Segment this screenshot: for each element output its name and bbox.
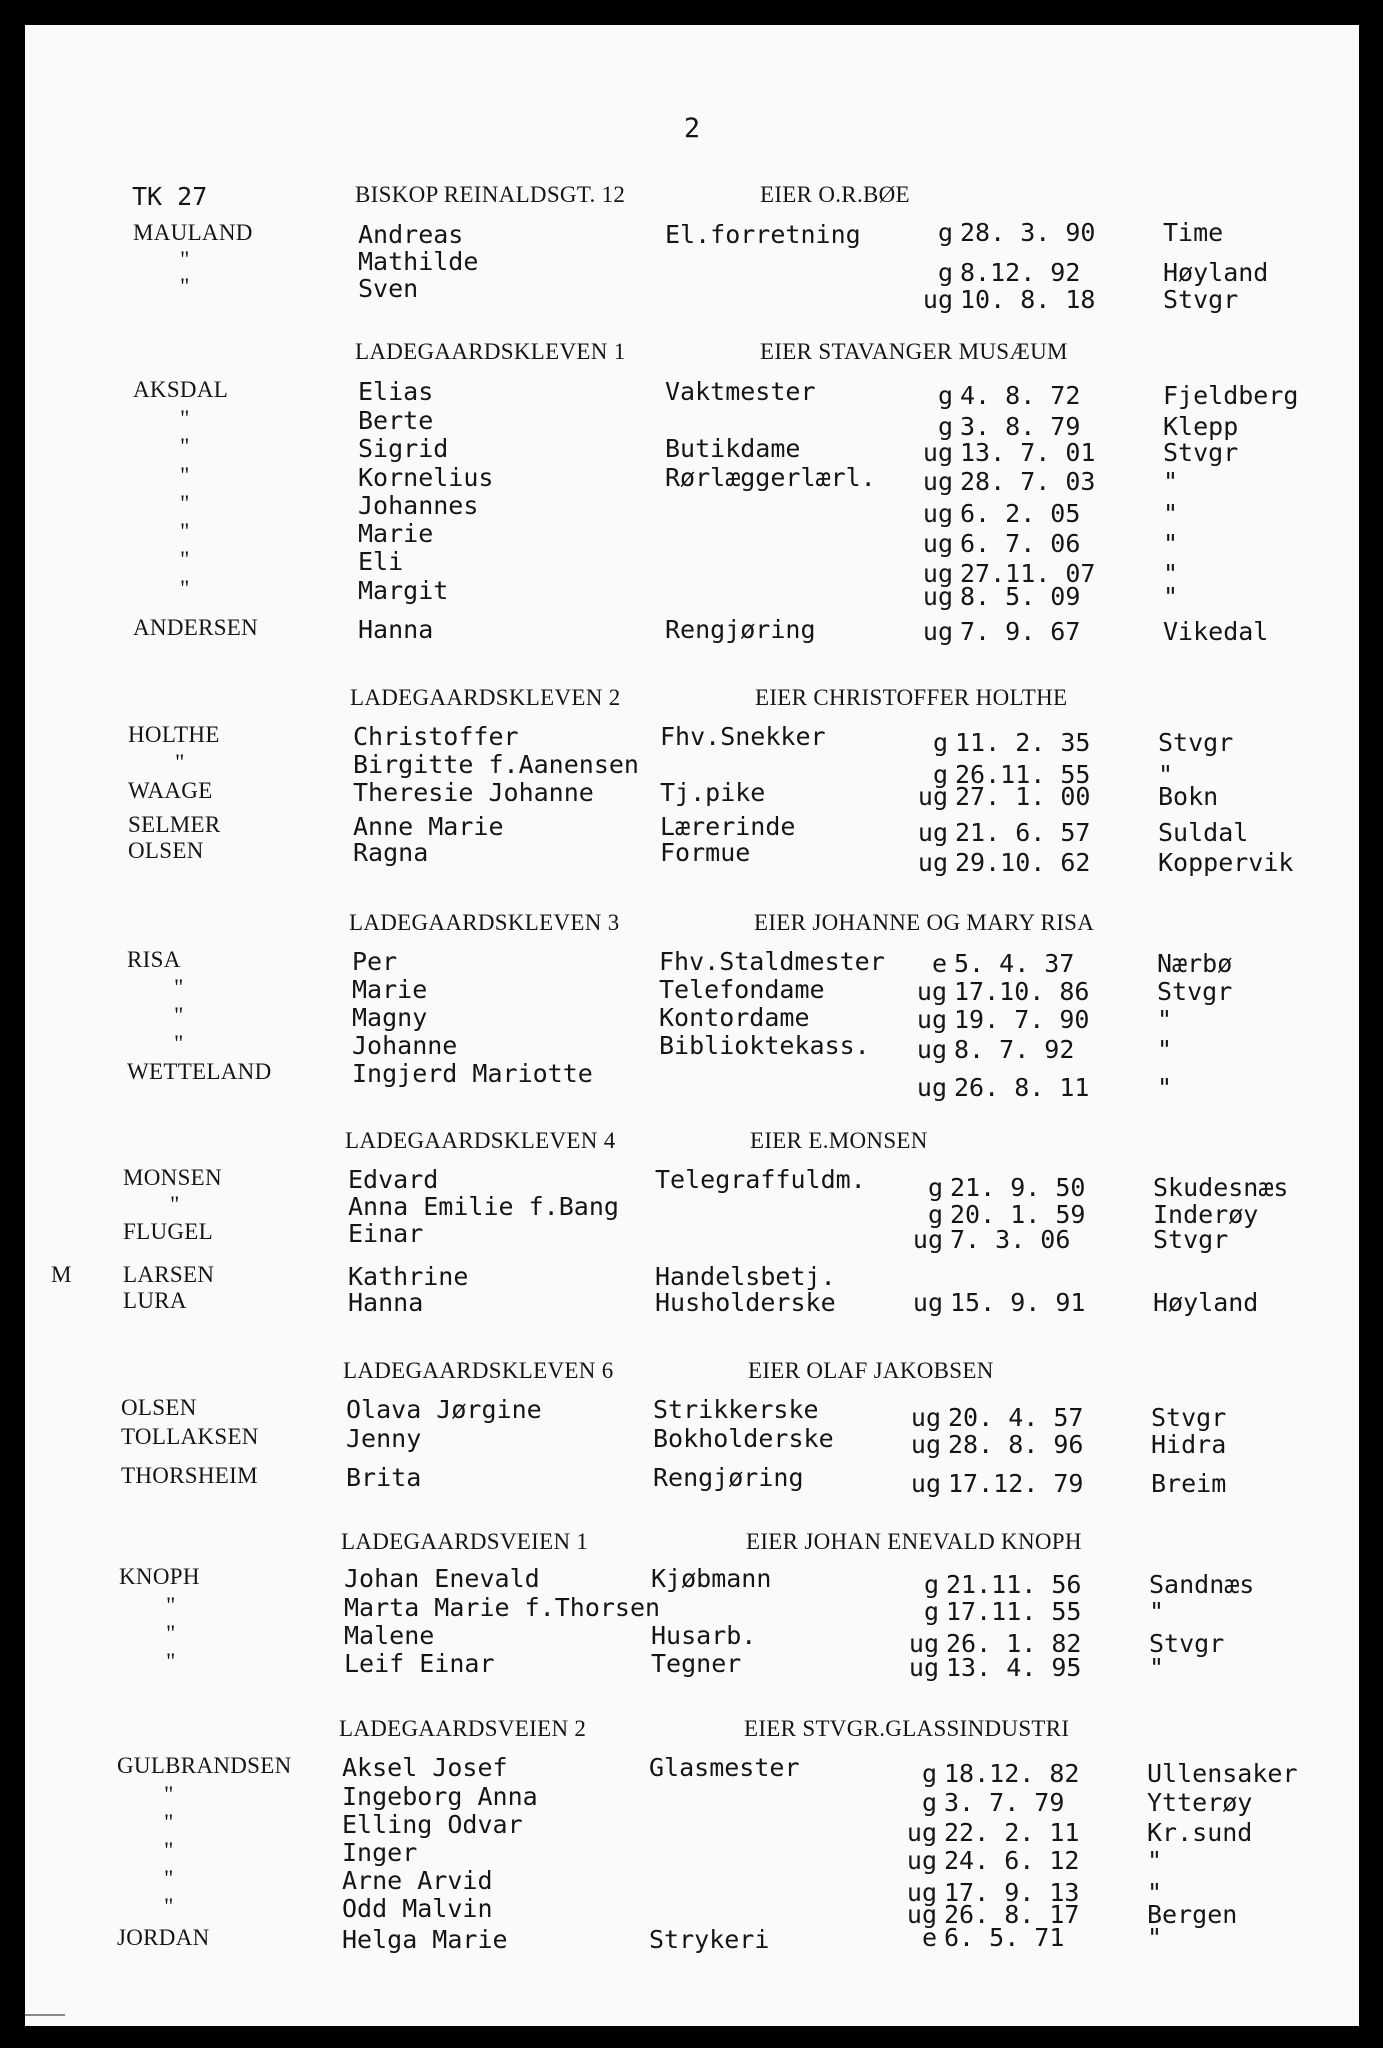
resident-surname: SELMER xyxy=(128,812,221,837)
resident-surname: " xyxy=(174,1003,184,1028)
resident-row xyxy=(25,1810,1359,1847)
resident-given-name: Inger xyxy=(342,1838,418,1867)
resident-row xyxy=(25,1753,1359,1788)
birth-place: Nærbø xyxy=(1157,949,1233,978)
resident-given-name: Kornelius xyxy=(358,463,494,492)
resident-surname: " xyxy=(166,1593,176,1618)
resident-surname: " xyxy=(180,547,190,572)
birth-date: 21.11. 56 xyxy=(946,1570,1082,1599)
resident-row xyxy=(25,1925,1359,1955)
resident-occupation: Husholderske xyxy=(655,1288,836,1317)
resident-row xyxy=(25,1782,1359,1817)
marital-status: ug xyxy=(916,977,947,1006)
birth-date: 11. 2. 35 xyxy=(955,728,1091,757)
resident-occupation: Lærerinde xyxy=(660,812,796,841)
birth-date: 28. 3. 90 xyxy=(960,218,1096,247)
marital-status: ug xyxy=(916,1073,947,1102)
resident-given-name: Sven xyxy=(358,274,419,303)
resident-given-name: Johan Enevald xyxy=(344,1564,540,1593)
resident-surname: " xyxy=(164,1866,174,1891)
resident-row xyxy=(25,547,1359,588)
marital-status: g xyxy=(937,218,953,247)
property-header xyxy=(25,182,1359,212)
birth-date: 21. 6. 57 xyxy=(955,818,1091,847)
birth-date: 15. 9. 91 xyxy=(950,1288,1086,1317)
marital-status: ug xyxy=(922,559,953,588)
resident-surname: " xyxy=(164,1782,174,1807)
resident-given-name: Andreas xyxy=(358,220,464,249)
birth-date: 6. 2. 05 xyxy=(960,499,1081,528)
birth-place: Stvgr xyxy=(1149,1629,1225,1658)
resident-surname: OLSEN xyxy=(121,1395,197,1420)
birth-place: Stvgr xyxy=(1151,1403,1227,1432)
birth-date: 6. 7. 06 xyxy=(960,529,1081,558)
resident-surname: " xyxy=(180,274,190,299)
property-owner: EIER E.MONSEN xyxy=(750,1128,928,1153)
marital-status: e xyxy=(931,949,947,978)
marital-status: g xyxy=(937,381,953,410)
resident-surname: " xyxy=(180,247,190,272)
birth-date: 3. 8. 79 xyxy=(960,412,1081,441)
resident-occupation: Fhv.Snekker xyxy=(660,722,826,751)
resident-given-name: Aksel Josef xyxy=(342,1753,508,1782)
resident-surname: " xyxy=(180,406,190,431)
resident-occupation: Rengjøring xyxy=(653,1463,804,1492)
marital-status: ug xyxy=(917,818,948,847)
birth-place: Skudesnæs xyxy=(1153,1173,1289,1202)
resident-surname: GULBRANDSEN xyxy=(117,1753,292,1778)
birth-place: Stvgr xyxy=(1163,438,1239,467)
resident-surname: OLSEN xyxy=(128,838,204,863)
resident-surname: MAULAND xyxy=(133,220,253,245)
birth-place: Ullensaker xyxy=(1147,1759,1298,1788)
birth-date: 20. 1. 59 xyxy=(950,1200,1086,1229)
birth-date: 8. 7. 92 xyxy=(954,1035,1075,1064)
marital-status: g xyxy=(927,1173,943,1202)
birth-place: " xyxy=(1147,1878,1163,1907)
birth-date: 8. 5. 09 xyxy=(960,582,1081,611)
resident-occupation: Fhv.Staldmester xyxy=(659,947,885,976)
birth-date: 20. 4. 57 xyxy=(948,1403,1084,1432)
birth-date: 21. 9. 50 xyxy=(950,1173,1086,1202)
resident-given-name: Arne Arvid xyxy=(342,1866,493,1895)
birth-date: 17.10. 86 xyxy=(954,977,1090,1006)
birth-place: Stvgr xyxy=(1153,1225,1229,1254)
resident-row xyxy=(25,247,1359,287)
birth-date: 5. 4. 37 xyxy=(954,949,1075,978)
resident-surname: LARSEN xyxy=(123,1262,215,1287)
birth-date: 24. 6. 12 xyxy=(944,1846,1080,1875)
marital-status: g xyxy=(932,728,948,757)
birth-place: Suldal xyxy=(1158,818,1249,847)
marital-status: g xyxy=(923,1570,939,1599)
resident-surname: " xyxy=(180,463,190,488)
resident-row xyxy=(25,722,1359,757)
resident-row xyxy=(25,1838,1359,1875)
marital-status: ug xyxy=(922,617,953,646)
marital-status: ug xyxy=(908,1653,939,1682)
marital-status: ug xyxy=(922,285,953,314)
resident-given-name: Christoffer xyxy=(353,722,519,751)
resident-surname: " xyxy=(180,491,190,516)
marital-status: g xyxy=(927,1200,943,1229)
property-header xyxy=(25,910,1359,940)
resident-given-name: Marie xyxy=(352,975,428,1004)
birth-date: 6. 5. 71 xyxy=(944,1923,1065,1952)
resident-row xyxy=(25,1621,1359,1658)
birth-date: 8.12. 92 xyxy=(960,258,1081,287)
resident-surname: KNOPH xyxy=(119,1564,200,1589)
birth-place: Klepp xyxy=(1163,412,1239,441)
marital-status: ug xyxy=(912,1225,943,1254)
resident-surname: WAAGE xyxy=(128,778,213,803)
resident-given-name: Einar xyxy=(348,1219,424,1248)
resident-surname: " xyxy=(180,434,190,459)
birth-place: Koppervik xyxy=(1158,848,1294,877)
resident-given-name: Odd Malvin xyxy=(342,1894,493,1923)
marital-status: ug xyxy=(917,782,948,811)
resident-row xyxy=(25,576,1359,611)
resident-row xyxy=(25,1894,1359,1929)
resident-surname: THORSHEIM xyxy=(121,1463,258,1488)
resident-given-name: Marie xyxy=(358,519,434,548)
marital-status: ug xyxy=(910,1430,941,1459)
property-owner: EIER CHRISTOFFER HOLTHE xyxy=(755,685,1068,710)
resident-row xyxy=(25,1165,1359,1202)
corner-mark xyxy=(25,2004,65,2016)
birth-place: " xyxy=(1163,467,1179,496)
birth-place: Stvgr xyxy=(1158,728,1234,757)
property-header xyxy=(25,1358,1359,1388)
street-address: LADEGAARDSKLEVEN 2 xyxy=(350,685,621,710)
resident-occupation: Handelsbetj. xyxy=(655,1262,836,1291)
birth-place: " xyxy=(1149,1653,1165,1682)
resident-given-name: Ragna xyxy=(353,838,429,867)
marital-status: e xyxy=(921,1923,937,1952)
resident-given-name: Ingeborg Anna xyxy=(342,1782,538,1811)
birth-place: " xyxy=(1157,1005,1173,1034)
birth-date: 28. 7. 03 xyxy=(960,467,1096,496)
marital-status: g xyxy=(937,258,953,287)
resident-occupation: Butikdame xyxy=(665,434,801,463)
resident-occupation: Telefondame xyxy=(659,975,825,1004)
marital-status: ug xyxy=(922,467,953,496)
resident-row xyxy=(25,463,1359,496)
tk-label: TK 27 xyxy=(132,182,208,211)
resident-surname: RISA xyxy=(127,947,181,972)
marital-status: ug xyxy=(922,529,953,558)
property-owner: EIER STVGR.GLASSINDUSTRI xyxy=(744,1716,1070,1741)
resident-given-name: Theresie Johanne xyxy=(353,778,594,807)
resident-surname: " xyxy=(175,750,185,775)
resident-occupation: Strykeri xyxy=(649,1925,770,1954)
birth-place: Sandnæs xyxy=(1149,1570,1255,1599)
birth-date: 26. 1. 82 xyxy=(946,1629,1082,1658)
resident-row xyxy=(25,1059,1359,1102)
resident-occupation: Formue xyxy=(660,838,751,867)
resident-surname: ANDERSEN xyxy=(133,615,259,640)
resident-occupation: Rørlæggerlærl. xyxy=(665,463,876,492)
resident-occupation: Husarb. xyxy=(651,1621,757,1650)
property-owner: EIER JOHANNE OG MARY RISA xyxy=(754,910,1095,935)
resident-given-name: Hanna xyxy=(358,615,434,644)
resident-given-name: Elling Odvar xyxy=(342,1810,523,1839)
resident-given-name: Anne Marie xyxy=(353,812,504,841)
birth-date: 26. 8. 17 xyxy=(944,1900,1080,1929)
resident-given-name: Brita xyxy=(346,1463,422,1492)
birth-place: Ytterøy xyxy=(1147,1788,1253,1817)
resident-row xyxy=(25,220,1359,250)
birth-place: Høyland xyxy=(1153,1288,1259,1317)
resident-surname: " xyxy=(164,1894,174,1919)
marital-status: g xyxy=(921,1788,937,1817)
resident-row xyxy=(25,975,1359,1005)
birth-date: 3. 7. 79 xyxy=(944,1788,1065,1817)
resident-occupation: Telegraffuldm. xyxy=(655,1165,866,1194)
birth-place: " xyxy=(1163,529,1179,558)
street-address: LADEGAARDSKLEVEN 1 xyxy=(355,339,626,364)
birth-date: 4. 8. 72 xyxy=(960,381,1081,410)
resident-row xyxy=(25,519,1359,558)
resident-occupation: Glasmester xyxy=(649,1753,800,1782)
resident-given-name: Malene xyxy=(344,1621,435,1650)
property-header xyxy=(25,339,1359,369)
marital-status: g xyxy=(921,1759,937,1788)
birth-place: " xyxy=(1163,499,1179,528)
marital-status: g xyxy=(923,1597,939,1626)
property-header xyxy=(25,1529,1359,1559)
marital-status: ug xyxy=(906,1818,937,1847)
marital-status: ug xyxy=(910,1403,941,1432)
resident-given-name: Magny xyxy=(352,1003,428,1032)
marital-status: ug xyxy=(922,438,953,467)
document-page xyxy=(25,25,1359,2026)
resident-given-name: Anna Emilie f.Bang xyxy=(348,1192,619,1221)
resident-row xyxy=(25,1288,1359,1318)
marital-status: ug xyxy=(906,1878,937,1907)
birth-date: 18.12. 82 xyxy=(944,1759,1080,1788)
resident-given-name: Ingjerd Mariotte xyxy=(352,1059,593,1088)
resident-occupation: Kontordame xyxy=(659,1003,810,1032)
resident-surname: " xyxy=(180,576,190,601)
resident-occupation: Biblioktekass. xyxy=(659,1031,870,1060)
street-address: LADEGAARDSKLEVEN 6 xyxy=(343,1358,614,1383)
resident-given-name: Jenny xyxy=(346,1424,422,1453)
marital-status: ug xyxy=(922,582,953,611)
birth-place: Kr.sund xyxy=(1147,1818,1253,1847)
birth-date: 17.12. 79 xyxy=(948,1469,1084,1498)
resident-row xyxy=(25,838,1359,877)
resident-surname: WETTELAND xyxy=(127,1059,272,1084)
resident-row xyxy=(25,434,1359,467)
resident-row xyxy=(25,491,1359,528)
resident-surname: " xyxy=(174,975,184,1000)
resident-row xyxy=(25,615,1359,645)
birth-place: " xyxy=(1157,1073,1173,1102)
birth-date: 7. 9. 67 xyxy=(960,617,1081,646)
street-address: LADEGAARDSKLEVEN 4 xyxy=(345,1128,616,1153)
resident-given-name: Johanne xyxy=(352,1031,458,1060)
resident-row xyxy=(25,750,1359,789)
property-header xyxy=(25,1716,1359,1746)
marital-status: ug xyxy=(910,1469,941,1498)
resident-occupation: Bokholderske xyxy=(653,1424,834,1453)
marital-status: ug xyxy=(906,1846,937,1875)
resident-row xyxy=(25,274,1359,314)
street-address: LADEGAARDSKLEVEN 3 xyxy=(349,910,620,935)
resident-row xyxy=(25,1593,1359,1626)
resident-row xyxy=(25,377,1359,410)
property-header xyxy=(25,1128,1359,1158)
resident-surname: " xyxy=(174,1031,184,1056)
birth-date: 10. 8. 18 xyxy=(960,285,1096,314)
resident-given-name: Hanna xyxy=(348,1288,424,1317)
resident-surname: FLUGEL xyxy=(123,1219,213,1244)
street-address: LADEGAARDSVEIEN 1 xyxy=(341,1529,589,1554)
resident-surname: MONSEN xyxy=(123,1165,222,1190)
resident-surname: " xyxy=(166,1649,176,1674)
resident-surname: " xyxy=(164,1810,174,1835)
resident-row xyxy=(25,1866,1359,1907)
birth-date: 13. 7. 01 xyxy=(960,438,1096,467)
margin-mark: M xyxy=(51,1262,72,1287)
resident-given-name: Elias xyxy=(358,377,434,406)
resident-surname: " xyxy=(180,519,190,544)
resident-row xyxy=(25,1031,1359,1064)
birth-date: 28. 8. 96 xyxy=(948,1430,1084,1459)
birth-place: Stvgr xyxy=(1163,285,1239,314)
birth-place: " xyxy=(1163,582,1179,611)
birth-place: " xyxy=(1157,1035,1173,1064)
birth-place: Time xyxy=(1163,218,1224,247)
resident-row xyxy=(25,1424,1359,1459)
resident-given-name: Mathilde xyxy=(358,247,479,276)
resident-given-name: Leif Einar xyxy=(344,1649,495,1678)
birth-place: Bergen xyxy=(1147,1900,1238,1929)
resident-given-name: Sigrid xyxy=(358,434,449,463)
birth-date: 7. 3. 06 xyxy=(950,1225,1071,1254)
marital-status: ug xyxy=(912,1288,943,1317)
resident-surname: AKSDAL xyxy=(133,377,229,402)
property-owner: EIER STAVANGER MUSÆUM xyxy=(760,339,1068,364)
marital-status: ug xyxy=(922,499,953,528)
birth-date: 27. 1. 00 xyxy=(955,782,1091,811)
birth-place: " xyxy=(1149,1597,1165,1626)
resident-given-name: Berte xyxy=(358,406,434,435)
resident-row xyxy=(25,406,1359,441)
birth-place: " xyxy=(1158,760,1174,789)
marital-status: ug xyxy=(916,1005,947,1034)
resident-row xyxy=(25,1219,1359,1254)
resident-row xyxy=(25,1395,1359,1432)
resident-row xyxy=(25,1463,1359,1498)
resident-occupation: Rengjøring xyxy=(665,615,816,644)
birth-date: 13. 4. 95 xyxy=(946,1653,1082,1682)
birth-place: " xyxy=(1163,559,1179,588)
resident-row xyxy=(25,1564,1359,1599)
resident-row xyxy=(25,1192,1359,1229)
birth-date: 26.11. 55 xyxy=(955,760,1091,789)
resident-row xyxy=(25,778,1359,811)
resident-occupation: El.forretning xyxy=(665,220,861,249)
marital-status: ug xyxy=(906,1900,937,1929)
resident-given-name: Kathrine xyxy=(348,1262,469,1291)
resident-surname: TOLLAKSEN xyxy=(121,1424,259,1449)
resident-given-name: Olava Jørgine xyxy=(346,1395,542,1424)
birth-place: " xyxy=(1147,1846,1163,1875)
birth-date: 17.11. 55 xyxy=(946,1597,1082,1626)
resident-occupation: Vaktmester xyxy=(665,377,816,406)
resident-given-name: Marta Marie f.Thorsen xyxy=(344,1593,661,1622)
property-owner: EIER O.R.BØE xyxy=(760,182,910,207)
birth-place: " xyxy=(1147,1923,1163,1952)
resident-surname: " xyxy=(164,1838,174,1863)
resident-given-name: Margit xyxy=(358,576,449,605)
page-number: 2 xyxy=(683,113,701,144)
street-address: LADEGAARDSVEIEN 2 xyxy=(339,1716,587,1741)
street-address: BISKOP REINALDSGT. 12 xyxy=(355,182,626,207)
resident-given-name: Birgitte f.Aanensen xyxy=(353,750,639,779)
marital-status: ug xyxy=(916,1035,947,1064)
property-owner: EIER JOHAN ENEVALD KNOPH xyxy=(746,1529,1082,1554)
birth-place: Bokn xyxy=(1158,782,1219,811)
marital-status: ug xyxy=(908,1629,939,1658)
birth-date: 22. 2. 11 xyxy=(944,1818,1080,1847)
birth-place: Fjeldberg xyxy=(1163,381,1299,410)
resident-row xyxy=(25,1649,1359,1682)
resident-surname: HOLTHE xyxy=(128,722,220,747)
resident-row xyxy=(25,947,1359,977)
resident-surname: LURA xyxy=(123,1288,187,1313)
resident-row xyxy=(25,1003,1359,1033)
birth-date: 26. 8. 11 xyxy=(954,1073,1090,1102)
birth-place: Breim xyxy=(1151,1469,1227,1498)
birth-place: Vikedal xyxy=(1163,617,1269,646)
property-header xyxy=(25,685,1359,715)
birth-date: 27.11. 07 xyxy=(960,559,1096,588)
resident-given-name: Per xyxy=(352,947,398,976)
resident-surname: JORDAN xyxy=(117,1925,210,1950)
resident-occupation: Tegner xyxy=(651,1649,742,1678)
resident-occupation: Kjøbmann xyxy=(651,1564,772,1593)
birth-date: 19. 7. 90 xyxy=(954,1005,1090,1034)
birth-place: Hidra xyxy=(1151,1430,1227,1459)
resident-given-name: Helga Marie xyxy=(342,1925,508,1954)
marital-status: g xyxy=(937,412,953,441)
resident-occupation: Strikkerske xyxy=(653,1395,819,1424)
birth-place: Høyland xyxy=(1163,258,1269,287)
resident-given-name: Johannes xyxy=(358,491,479,520)
birth-place: Inderøy xyxy=(1153,1200,1259,1229)
resident-given-name: Edvard xyxy=(348,1165,439,1194)
birth-date: 17. 9. 13 xyxy=(944,1878,1080,1907)
birth-place: Stvgr xyxy=(1157,977,1233,1006)
birth-date: 29.10. 62 xyxy=(955,848,1091,877)
marital-status: g xyxy=(932,760,948,789)
resident-occupation: Tj.pike xyxy=(660,778,766,807)
resident-surname: " xyxy=(166,1621,176,1646)
marital-status: ug xyxy=(917,848,948,877)
property-owner: EIER OLAF JAKOBSEN xyxy=(748,1358,994,1383)
resident-given-name: Eli xyxy=(358,547,404,576)
resident-surname: " xyxy=(170,1192,180,1217)
